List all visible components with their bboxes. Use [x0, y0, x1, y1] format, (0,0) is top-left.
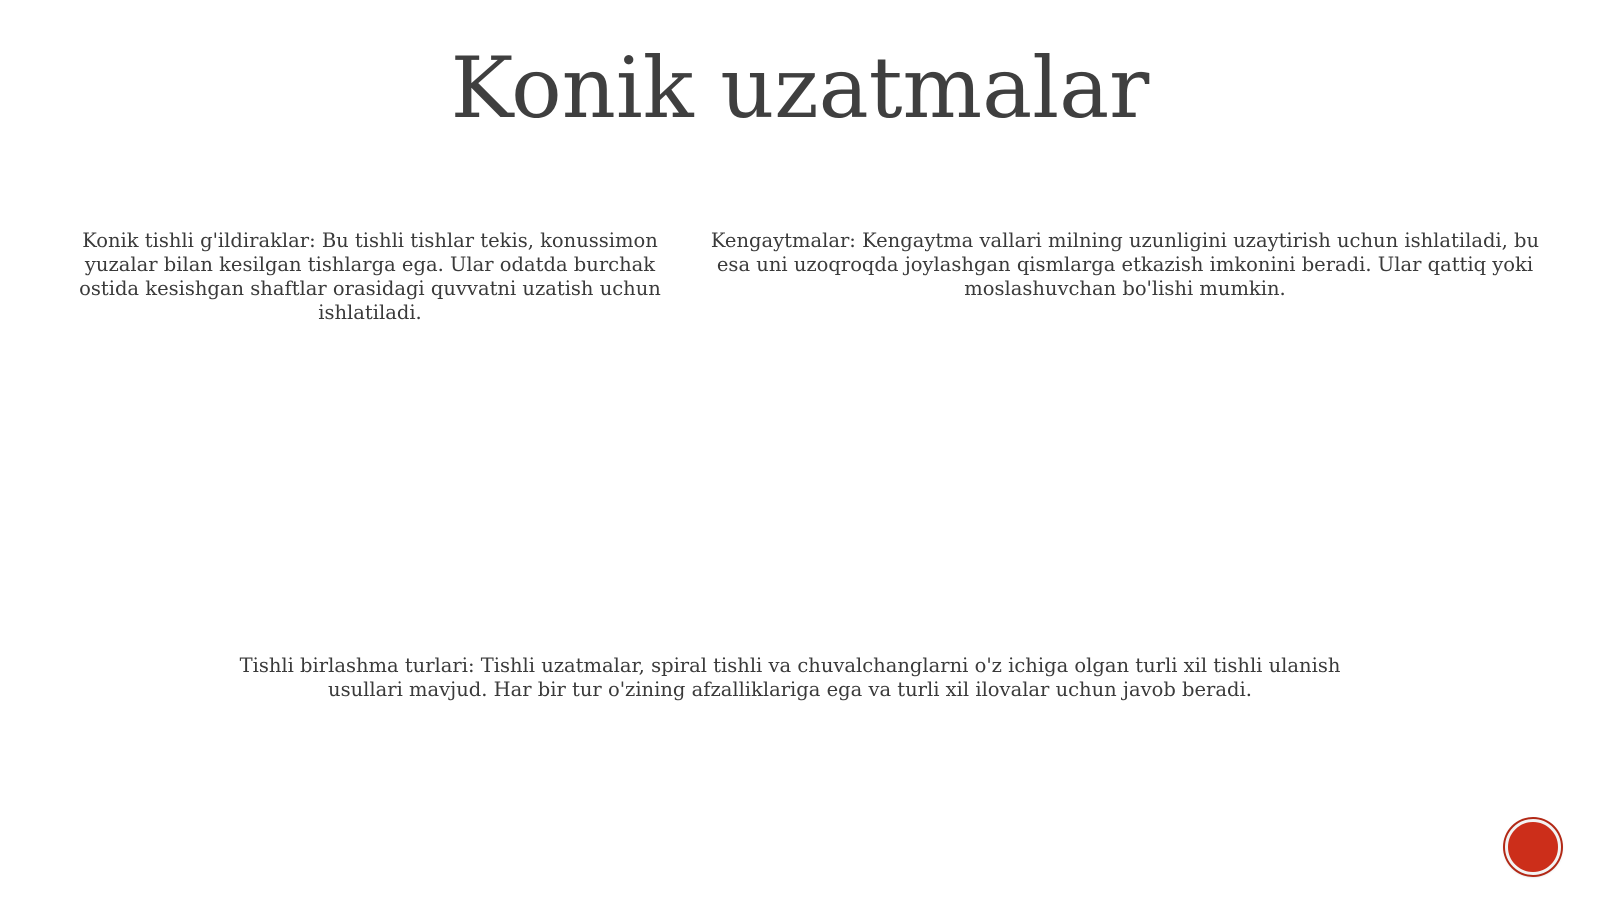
slide-navigation-button[interactable] — [1505, 819, 1561, 875]
paragraph-kengaytmalar: Kengaytmalar: Kengaytma vallari milning uzunligini uzaytirish uchun ishlatiladi, bu esa uni uzoqroqda joylashgan qismlarga etkazish imkonini beradi. Ular qattiq yoki moslashuvchan bo'lishi mumkin. — [710, 229, 1540, 300]
paragraph-tishli-birlashma: Tishli birlashma turlari: Tishli uzatmalar, spiral tishli va chuvalchanglarni o'z ichiga olgan turli xil tishli ulanish usullari mavjud. Har bir tur o'zining afzalliklariga ega va turli xil ilovalar uchun javob beradi. — [239, 654, 1341, 701]
slide-title: Konik uzatmalar — [450, 39, 1150, 137]
paragraph-konik-tishli: Konik tishli g'ildiraklar: Bu tishli tishlar tekis, konussimon yuzalar bilan kesilgan tishlarga ega. Ular odatda burchak ostida kesishgan shaftlar orasidagi quvvatni uzatish uchun ishlatiladi. — [79, 229, 661, 324]
